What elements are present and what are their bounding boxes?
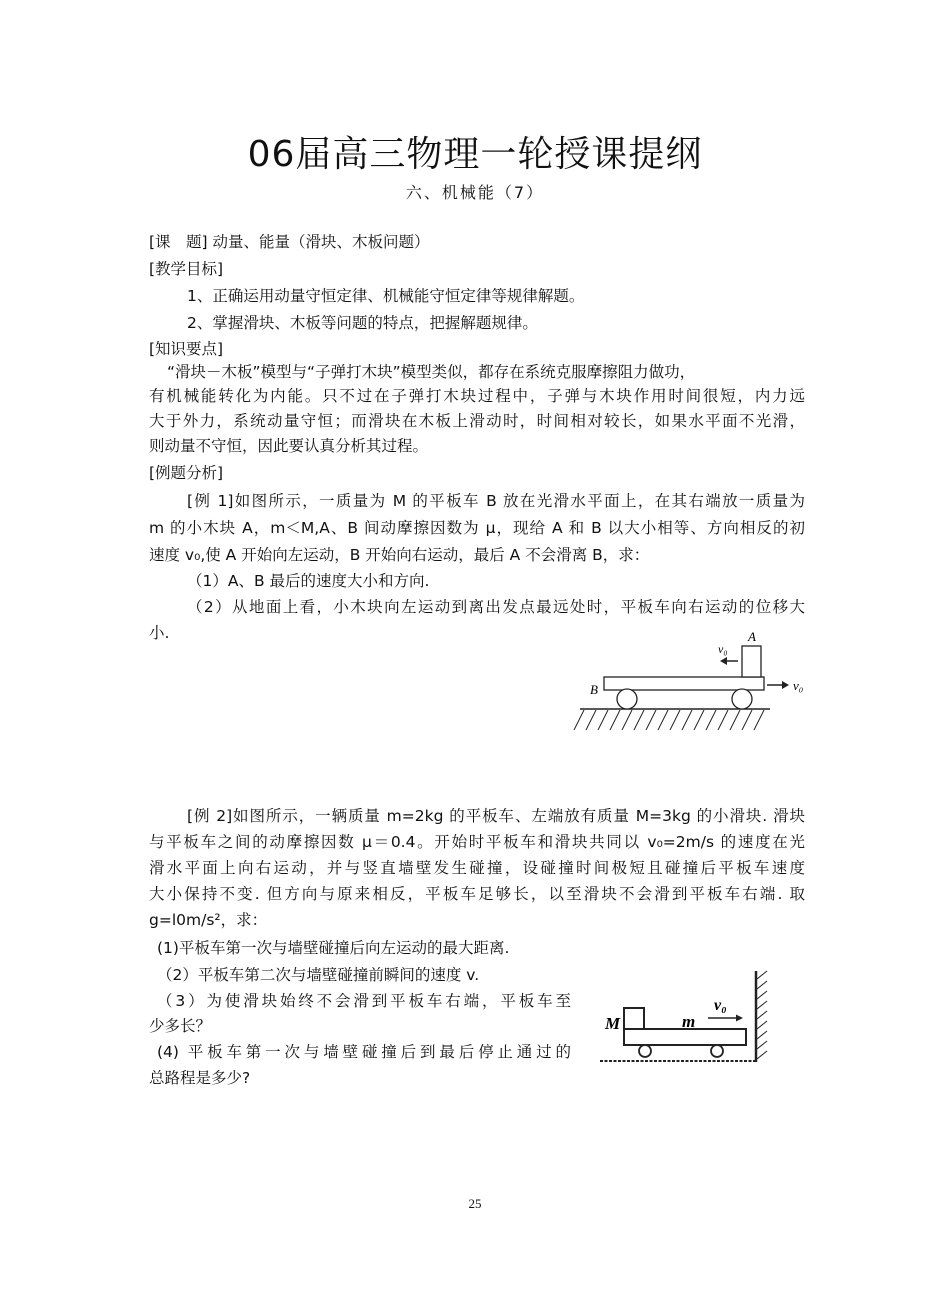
topic-line: [课 题] 动量、能量（滑块、木板问题）: [149, 233, 430, 251]
examples-heading: [例题分析]: [149, 464, 224, 482]
label-v0-right: v₀: [793, 678, 804, 693]
knowledge-line: 有机械能转化为内能。只不过在子弹打木块过程中，子弹与木块作用时间很短，内力远: [149, 387, 805, 405]
label-big-m: M: [605, 1014, 621, 1033]
label-b: B: [590, 682, 598, 697]
block-a: [742, 646, 761, 677]
knowledge-line: 则动量不守恒，因此要认真分析其过程。: [149, 437, 429, 455]
example2-question: （3）为使滑块始终不会滑到平板车右端，平板车至: [157, 992, 571, 1010]
objective-item: 1、正确运用动量守恒定律、机械能守恒定律等规律解题。: [187, 287, 585, 305]
example1-figure: [572, 624, 817, 739]
example2-question: (4) 平板车第一次与墙壁碰撞后到最后停止通过的: [157, 1043, 571, 1061]
wall: [756, 971, 767, 1062]
example1-line: m 的小木块 A，m＜M,A、B 间动摩擦因数为 μ，现给 A 和 B 以大小相等、方向相反的初: [149, 519, 805, 537]
objective-item: 2、掌握滑块、木板等问题的特点，把握解题规律。: [187, 314, 538, 332]
cart-wheel-left: [639, 1045, 651, 1057]
objectives-heading: [教学目标]: [149, 260, 224, 278]
example2-question: 少多长？: [149, 1017, 212, 1035]
example1-question: （2）从地面上看，小木块向左运动到离出发点最远处时，平板车向右运动的位移大: [187, 598, 805, 616]
example2-question: (1)平板车第一次与墙壁碰撞后向左运动的最大距离.: [157, 939, 510, 957]
arrow-right-icon: [767, 681, 789, 689]
example1-line: 速度 v₀,使 A 开始向左运动，B 开始向右运动，最后 A 不会滑离 B，求：: [149, 546, 650, 564]
arrow-right-icon: [708, 1015, 743, 1022]
example2-figure: [596, 965, 776, 1070]
example1-question: （1）A、B 最后的速度大小和方向.: [187, 572, 430, 590]
label-a: A: [748, 629, 756, 644]
knowledge-heading: [知识要点]: [149, 340, 224, 358]
example2-question: 总路程是多少?: [149, 1069, 251, 1087]
cart-wheel-left: [617, 689, 637, 709]
example1-line: [例 1]如图所示，一质量为 M 的平板车 B 放在光滑水平面上，在其右端放一质量为: [187, 492, 805, 510]
example2-line: 与平板车之间的动摩擦因数 μ＝0.4。开始时平板车和滑块共同以 v₀=2m/s 的速度在光: [149, 833, 805, 851]
example2-line: g=l0m/s²，求：: [149, 911, 268, 929]
label-small-m: m: [682, 1012, 696, 1031]
example2-line: [例 2]如图所示，一辆质量 m=2kg 的平板车、左端放有质量 M=3kg 的小滑块. 滑块: [187, 807, 805, 825]
slider-m-block: [624, 1008, 644, 1029]
knowledge-line: “滑块－木板”模型与“子弹打木块”模型类似，都存在系统克服摩擦阻力做功，: [167, 363, 696, 381]
arrow-left-icon: [720, 657, 738, 665]
example2-line: 滑水平面上向右运动，并与竖直墙壁发生碰撞，设碰撞时间极短且碰撞后平板车速度: [149, 859, 805, 877]
example2-line: 大小保持不变. 但方向与原来相反，平板车足够长，以至滑块不会滑到平板车右端. 取: [149, 885, 805, 903]
example1-line: 小.: [149, 624, 170, 642]
page-title: 06届高三物理一轮授课提纲: [247, 134, 703, 175]
ground-hatching: [574, 709, 770, 730]
page-subtitle: 六、机械能（7）: [405, 183, 545, 202]
page-number: 25: [468, 1196, 482, 1211]
cart-board: [624, 1029, 746, 1045]
cart-board: [604, 677, 764, 690]
example2-question: （2）平板车第二次与墙壁碰撞前瞬间的速度 v.: [157, 966, 480, 984]
label-v0-left: v₀: [718, 642, 728, 656]
cart-wheel-right: [732, 689, 752, 709]
knowledge-line: 大于外力，系统动量守恒；而滑块在木板上滑动时，时间相对较长，如果水平面不光滑，: [149, 412, 805, 430]
label-v0: v₀: [714, 997, 727, 1014]
cart-wheel-right: [711, 1045, 723, 1057]
